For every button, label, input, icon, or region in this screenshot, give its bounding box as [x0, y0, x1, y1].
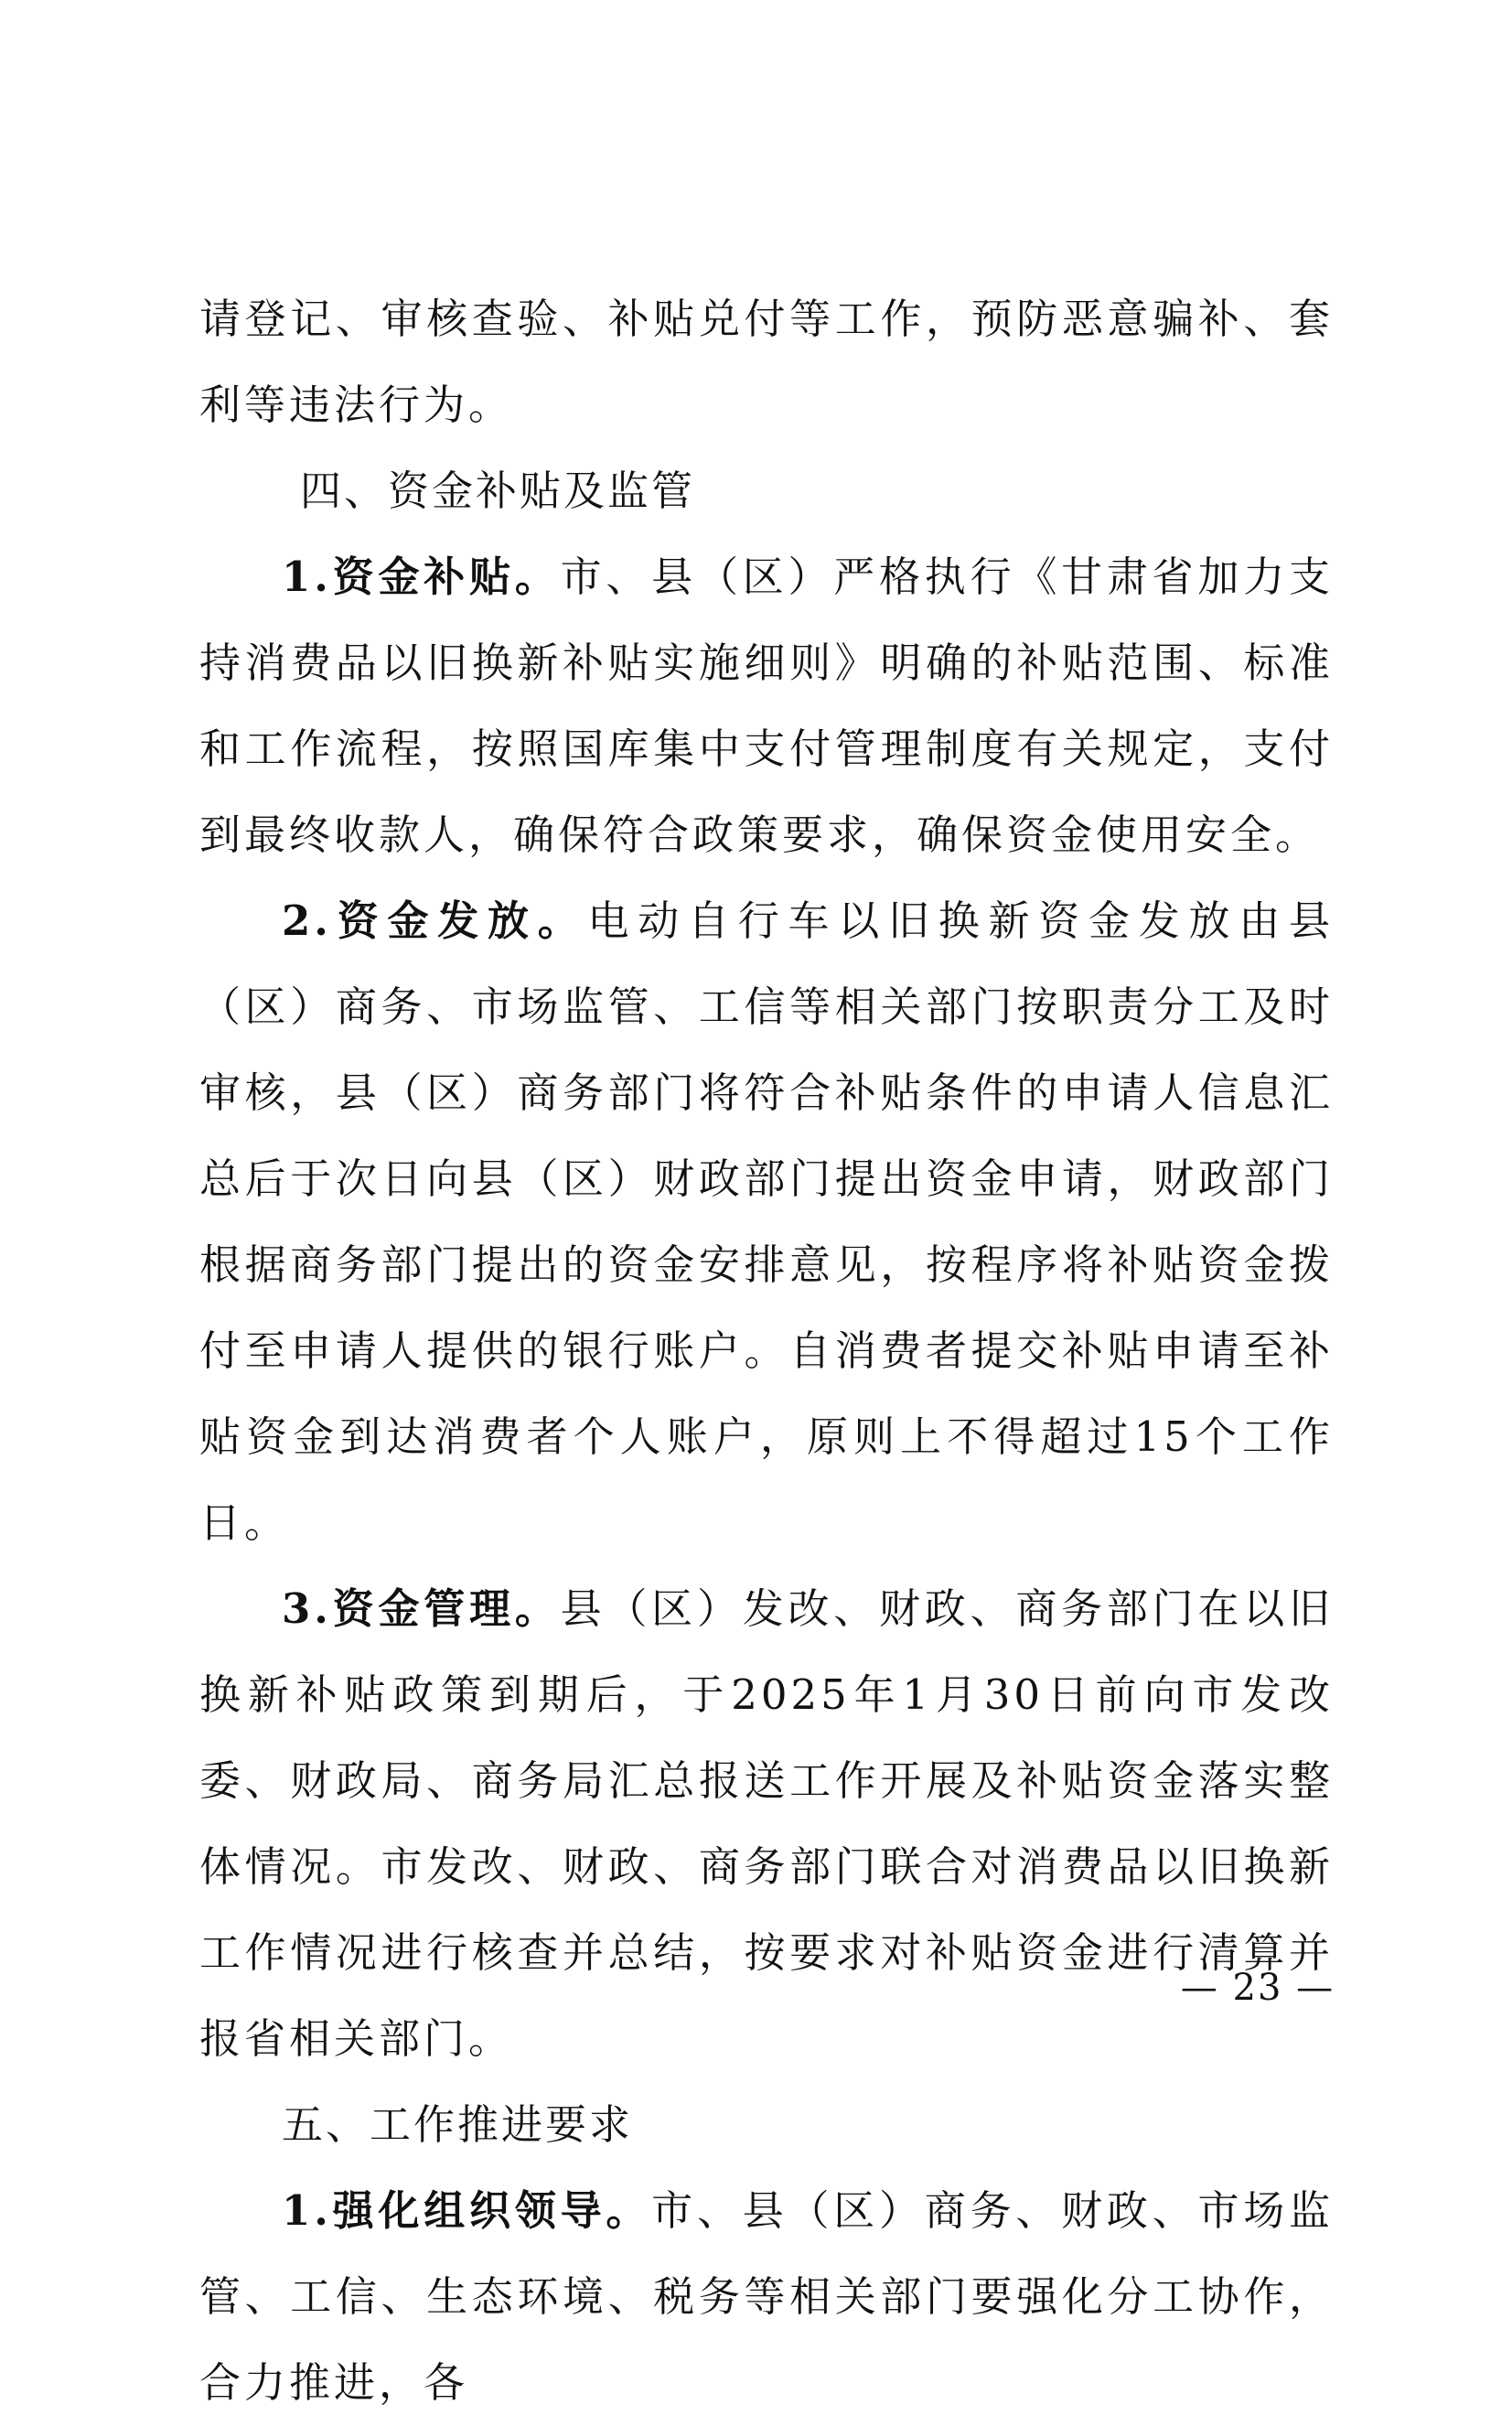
paragraph-continuation: 请登记、审核查验、补贴兑付等工作，预防恶意骗补、套利等违法行为。: [199, 295, 1334, 429]
paragraph-lead-funding-subsidy: 1.资金补贴。: [282, 553, 561, 601]
document-body: [199, 276, 1334, 2426]
paragraph-text-funding-subsidy: 市、县（区）严格执行《甘肃省加力支持消费品以旧换新补贴实施细则》明确的补贴范围、标准和工作流程，按照国库集中支付管理制度有关规定，支付到最终收款人，确保符合政策要求，确保资金使用安全。: [199, 553, 1334, 859]
paragraph-lead-organization-leadership: 1.强化组织领导。: [282, 2186, 652, 2235]
paragraph-text-organization-leadership: 市、县（区）商务、财政、市场监管、工信、生态环境、税务等相关部门要强化分工协作，合力推进，各: [199, 2186, 1334, 2407]
section-heading-work-requirements: 五、工作推进要求: [282, 2100, 634, 2149]
page-number: — 23 —: [1180, 1967, 1335, 2009]
paragraph-text-funding-management: 县（区）发改、财政、商务部门在以旧换新补贴政策到期后，于2025年1月30日前向市发改委、财政局、商务局汇总报送工作开展及补贴资金落实整体情况。市发改、财政、商务部门联合对消费品以旧换新工作情况进行核查并总结，按要求对补贴资金进行清算并报省相关部门。: [199, 1584, 1334, 2063]
paragraph-funding-disbursement: [199, 878, 1334, 1566]
paragraph-lead-funding-disbursement: 2.资金发放。: [282, 896, 588, 945]
paragraph-lead-funding-management: 3.资金管理。: [282, 1584, 561, 1633]
paragraph-funding-management: [199, 1566, 1334, 2082]
section-heading-funding-subsidy-supervision: 四、资金补贴及监管: [300, 467, 696, 515]
paragraph-text-funding-disbursement: 电动自行车以旧换新资金发放由县（区）商务、市场监管、工信等相关部门按职责分工及时审核，县（区）商务部门将符合补贴条件的申请人信息汇总后于次日向县（区）财政部门提出资金申请，财政部门根据商务部门提出的资金安排意见，按程序将补贴资金拨付至申请人提供的银行账户。自消费者提交补贴申请至补贴资金到达消费者个人账户，原则上不得超过15个工作日。: [199, 896, 1334, 1547]
paragraph-organization-leadership: [199, 2168, 1334, 2426]
paragraph-funding-subsidy: [199, 534, 1334, 878]
